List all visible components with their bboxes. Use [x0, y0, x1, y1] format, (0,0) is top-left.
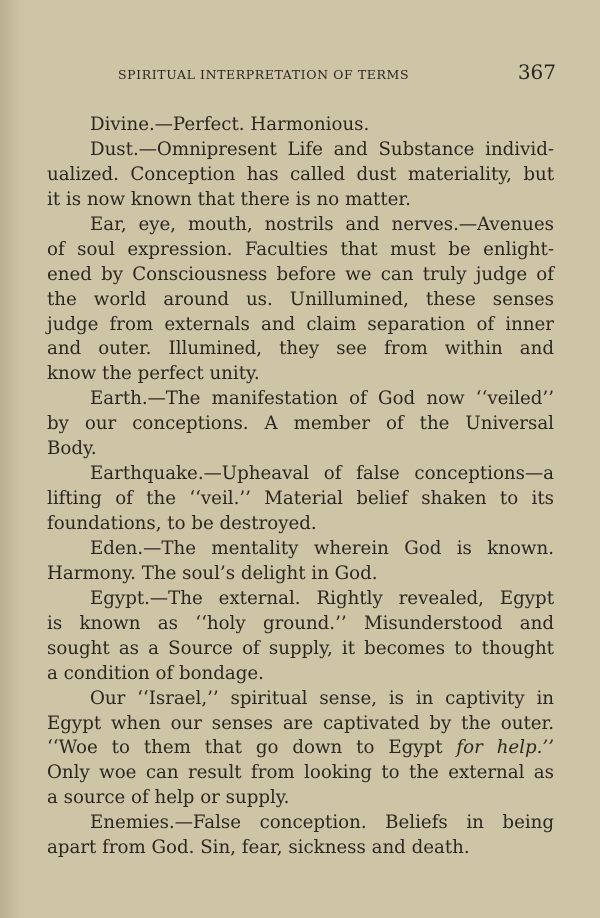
page-gutter-shadow: [0, 0, 22, 918]
text-line: judge from externals and claim separation of inner: [47, 313, 554, 335]
text-line: apart from God. Sin, fear, sickness and death.: [47, 837, 470, 859]
text-line: it is now known that there is no matter.: [47, 188, 411, 210]
running-header: [118, 60, 558, 86]
page-body: [47, 112, 554, 860]
text-line: Ear, eye, mouth, nostrils and nerves.—Avenues: [90, 213, 554, 235]
text-line: a condition of bondage.: [47, 662, 264, 684]
text-line: the world around us. Unillumined, these senses: [47, 288, 554, 310]
text-line: Enemies.—False conception. Beliefs in being: [90, 812, 554, 834]
text-line: a source of help or supply.: [47, 787, 290, 809]
text-line: and outer. Illumined, they see from within and: [47, 338, 554, 360]
text-line: Only woe can result from looking to the external as: [47, 762, 554, 784]
text-line: sought as a Source of supply, it becomes to thought: [47, 637, 554, 659]
text-line: lifting of the ‘‘veil.’’ Material belief shaken to its: [47, 488, 554, 510]
text-line: Egypt when our senses are captivated by the outer.: [47, 712, 554, 734]
text-line: know the perfect unity.: [47, 363, 260, 385]
text-line: foundations, to be destroyed.: [47, 513, 317, 534]
text-line: Egypt.—The external. Rightly revealed, Egypt: [90, 587, 554, 609]
text-line: Our ‘‘Israel,’’ spiritual sense, is in captivity in: [90, 687, 554, 709]
text-line: Earth.—The manifestation of God now ‘‘veiled’’: [90, 388, 554, 410]
text-line: Dust.—Omnipresent Life and Substance individ-: [90, 138, 554, 160]
text-line: ened by Consciousness before we can truly judge of: [47, 263, 554, 285]
text-segment: ‘‘Woe to them that go down to Egypt: [47, 737, 457, 759]
text-line: Earthquake.—Upheaval of false conceptions—a: [90, 463, 554, 485]
running-title: SPIRITUAL INTERPRETATION OF TERMS: [118, 67, 410, 82]
text-line: Eden.—The mentality wherein God is known.: [90, 537, 554, 559]
text-line: ualized. Conception has called dust materiality, but: [47, 163, 554, 185]
text-line: [47, 735, 554, 760]
text-line: is known as ‘‘holy ground.’’ Misunderstood and: [47, 612, 554, 634]
text-line: Divine.—Perfect. Harmonious.: [90, 114, 370, 135]
page-number: 367: [517, 60, 556, 84]
text-line: by our conceptions. A member of the Universal: [47, 413, 554, 435]
text-line: Harmony. The soul’s delight in God.: [47, 562, 378, 584]
text-line: Body.: [47, 438, 97, 460]
italic-text: for help.’’: [456, 737, 554, 759]
text-line: of soul expression. Faculties that must be enlight-: [47, 238, 554, 260]
